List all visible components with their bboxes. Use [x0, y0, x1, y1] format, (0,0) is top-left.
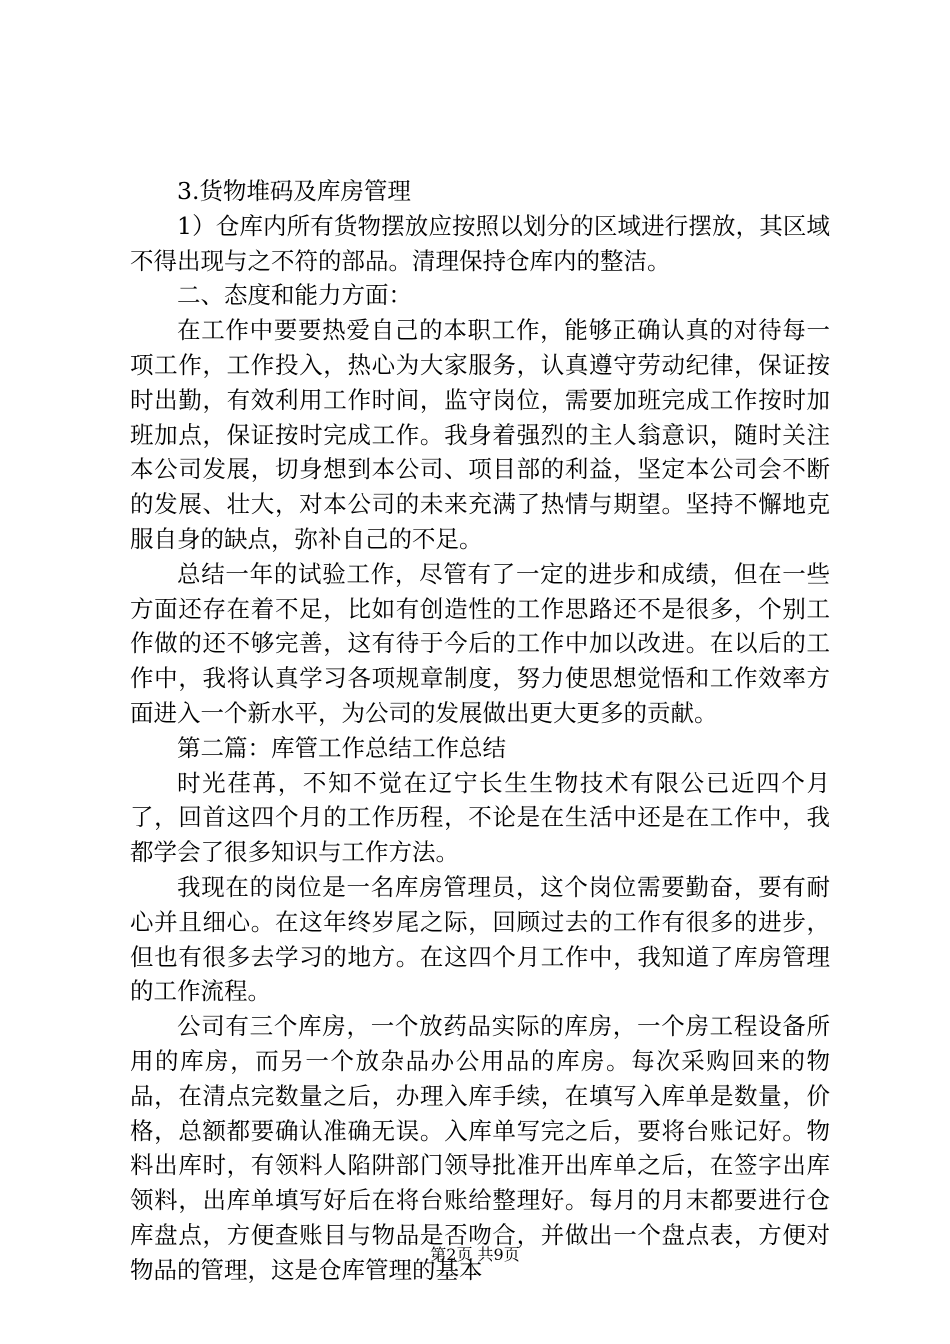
paragraph-summary: 总结一年的试验工作，尽管有了一定的进步和成绩，但在一些方面还存在着不足，比如有创造性的工作思路还不是很多，个别工作做的还不够完善，这有待于今后的工作中加以改进。在以后的工作中，我将认真学习各项规章制度，努力使思想觉悟和工作效率方面进入一个新水平，为公司的发展做出更大更多的贡献。 [130, 559, 830, 727]
paragraph-section-heading: 3.货物堆码及库房管理 [177, 177, 411, 205]
paragraph-position: 我现在的岗位是一名库房管理员，这个岗位需要勤奋，要有耐心并且细心。在这年终岁尾之际，回顾过去的工作有很多的进步，但也有很多去学习的地方。在这四个月工作中，我知道了库房管理的工作流程。 [130, 872, 830, 1006]
paragraph-item-1: 1）仓库内所有货物摆放应按照以划分的区域进行摆放，其区域不得出现与之不符的部品。清理保持仓库内的整洁。 [130, 211, 830, 275]
paragraph-chapter-title: 第二篇：库管工作总结工作总结 [177, 733, 506, 762]
paragraph-warehouse: 公司有三个库房，一个放药品实际的库房，一个房工程设备所用的库房，而另一个放杂品办公用品的库房。每次采购回来的物品，在清点完数量之后，办理入库手续，在填写入库单是数量，价格，总额都要确认准确无误。入库单写完之后，要将台账记好。物料出库时，有领料人陷阱部门领导批准开出库单之后，在签字出库领料，出库单填写好后在将台账给整理好。每月的月末都要进行仓库盘点，方便查账目与物品是否吻合，并做出一个盘点表，方便对物品的管理，这是仓库管理的基本 [130, 1012, 830, 1284]
paragraph-attitude-heading: 二、态度和能力方面： [177, 281, 412, 310]
document-body [130, 174, 830, 1288]
page-footer: 第2页 共9页 [430, 1245, 520, 1264]
paragraph-attitude-body: 在工作中要要热爱自己的本职工作，能够正确认真的对待每一项工作，工作投入，热心为大家服务，认真遵守劳动纪律，保证按时出勤，有效利用工作时间，监守岗位，需要加班完成工作按时加班加点，保证按时完成工作。我身着强烈的主人翁意识，随时关注本公司发展，切身想到本公司、项目部的利益，坚定本公司会不断的发展、壮大，对本公司的未来充满了热情与期望。坚持不懈地克服自身的缺点，弥补自己的不足。 [130, 316, 830, 553]
paragraph-intro: 时光荏苒，不知不觉在辽宁长生生物技术有限公已近四个月了，回首这四个月的工作历程，不论是在生活中还是在工作中，我都学会了很多知识与工作方法。 [130, 768, 830, 867]
